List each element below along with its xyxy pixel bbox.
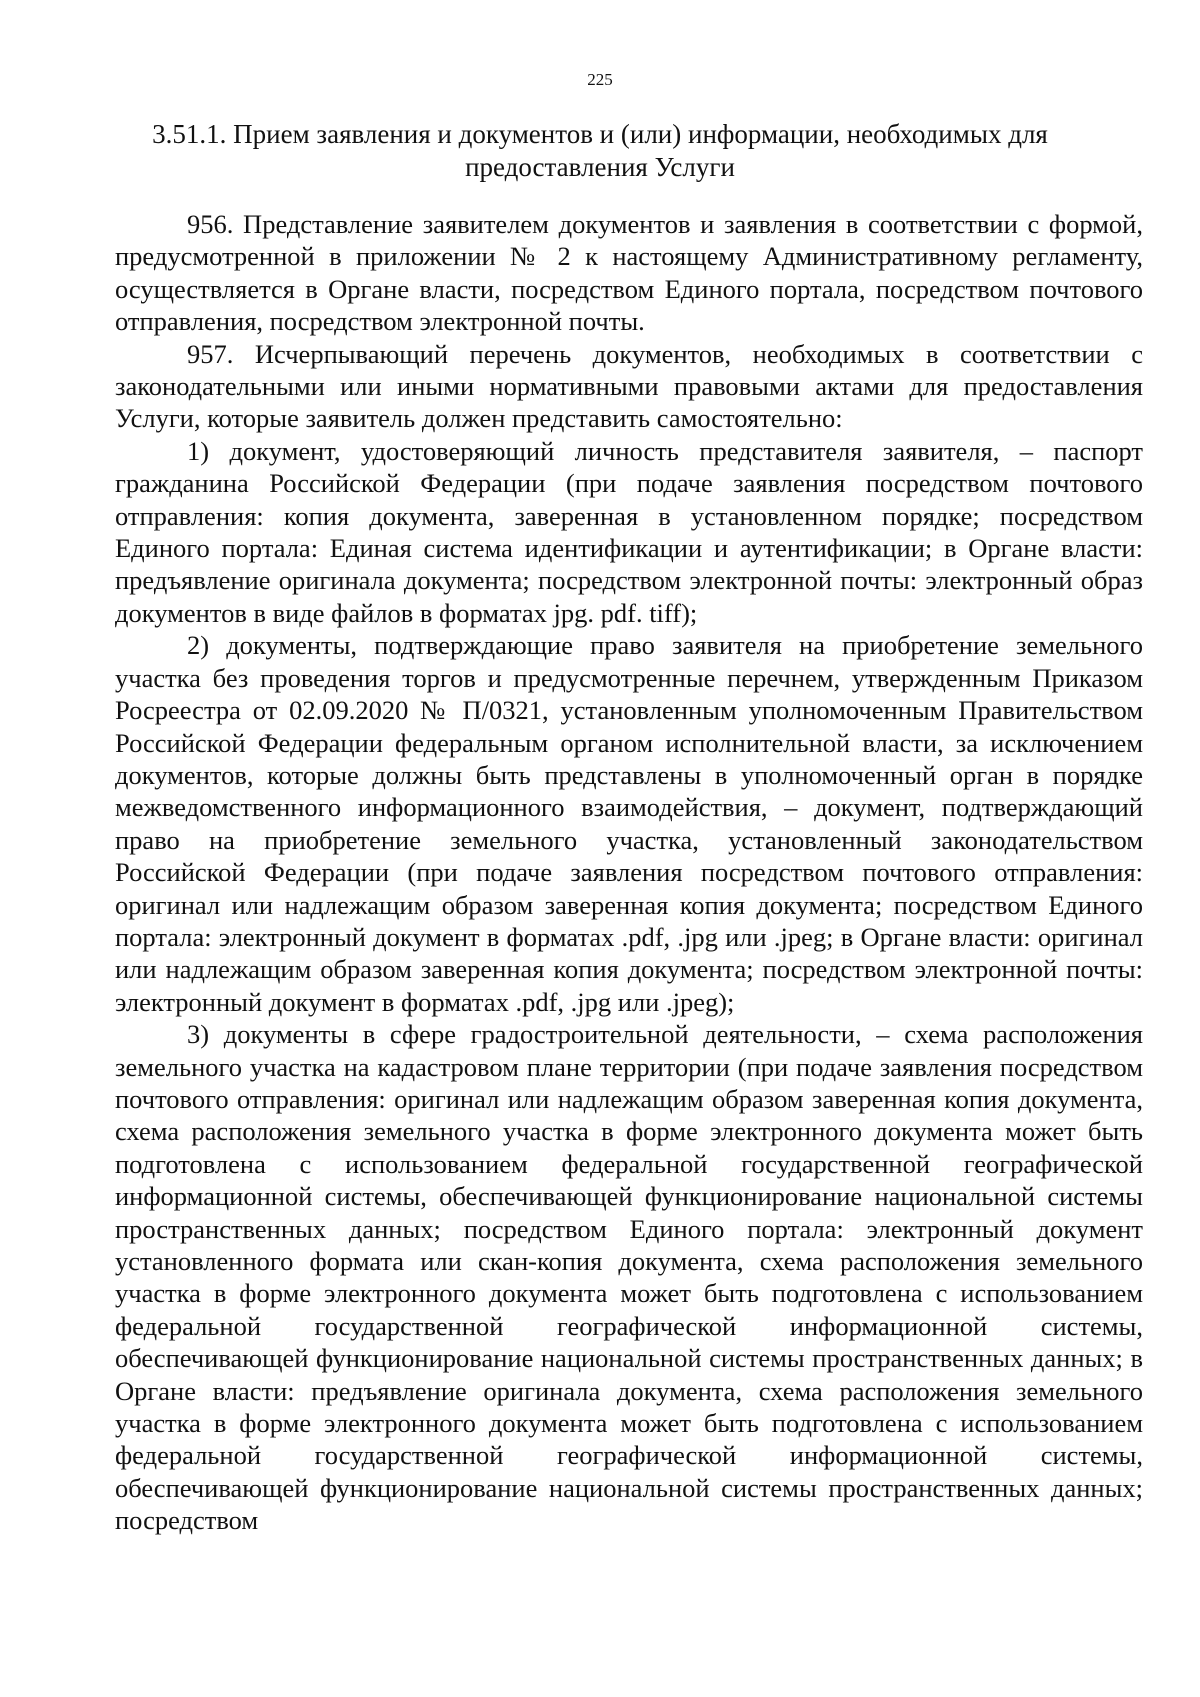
document-body	[115, 208, 1143, 1537]
page-number: 225	[587, 70, 613, 89]
list-item-1: 1) документ, удостоверяющий личность представителя заявителя, – паспорт гражданина Российской Федерации (при подаче заявления посредством почтового отправления: копия документа, заверенная в установленном порядке; посредством Единого портала: Единая система идентификации и аутентификации; в Органе власти: предъявление оригинала документа; посредством электронной почты: электронный образ документов в виде файлов в форматах jpg. pdf. tiff);	[115, 435, 1143, 628]
paragraph-956: 956. Представление заявителем документов и заявления в соответствии с формой, предусмотренной в приложении № 2 к настоящему Административному регламенту, осуществляется в Органе власти, посредством Единого портала, посредством почтового отправления, посредством электронной почты.	[115, 209, 1143, 337]
list-item-3: 3) документы в сфере градостроительной деятельности, – схема расположения земельного участка на кадастровом плане территории (при подаче заявления посредством почтового отправления: оригинал или надлежащим образом заверенная копия документа, схема расположения земельного участка в форме электронного документа может быть подготовлена с использованием федеральной государственной географической информационной системы, обеспечивающей функционирование национальной системы пространственных данных; посредством Единого портала: электронный документ установленного формата или скан-копия документа, схема расположения земельного участка в форме электронного документа может быть подготовлена с использованием федеральной государственной географической информационной системы, обеспечивающей функционирование национальной системы пространственных данных; в Органе власти: предъявление оригинала документа, схема расположения земельного участка в форме электронного документа может быть подготовлена с использованием федеральной государственной географической информационной системы, обеспечивающей функционирование национальной системы пространственных данных; посредством	[115, 1019, 1143, 1536]
section-heading: 3.51.1. Прием заявления и документов и (или) информации, необходимых для предоставления Услуги	[152, 119, 1048, 182]
paragraph-957: 957. Исчерпывающий перечень документов, необходимых в соответствии с законодательными или иными нормативными правовыми актами для предоставления Услуги, которые заявитель должен представить самостоятельно:	[115, 338, 1143, 434]
list-item-2: 2) документы, подтверждающие право заявителя на приобретение земельного участка без проведения торгов и предусмотренные перечнем, утвержденным Приказом Росреестра от 02.09.2020 № П/0321, установленным уполномоченным Правительством Российской Федерации федеральным органом исполнительной власти, за исключением документов, которые должны быть представлены в уполномоченный орган в порядке межведомственного информационного взаимодействия, – документ, подтверждающий право на приобретение земельного участка, установленный законодательством Российской Федерации (при подаче заявления посредством почтового отправления: оригинал или надлежащим образом заверенная копия документа; посредством Единого портала: электронный документ в форматах .pdf, .jpg или .jpeg; в Органе власти: оригинал или надлежащим образом заверенная копия документа; посредством электронной почты: электронный документ в форматах .pdf, .jpg или .jpeg);	[115, 630, 1143, 1017]
